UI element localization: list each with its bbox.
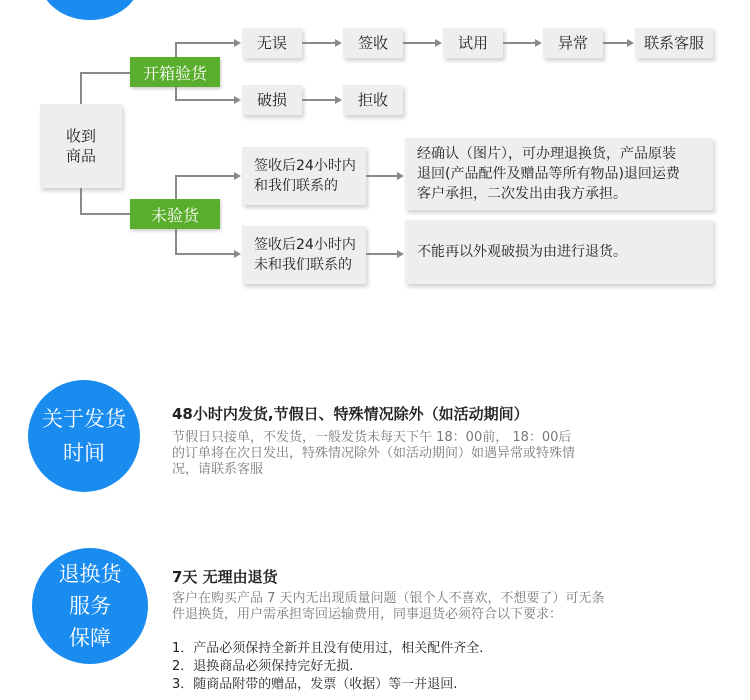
step-reject: 拒收 xyxy=(343,85,403,115)
badge-line: 退换货 xyxy=(58,562,122,586)
start-box-received: 收到 商品 xyxy=(40,104,122,188)
arrow xyxy=(234,250,241,258)
step-abnormal: 异常 xyxy=(543,28,603,58)
step-trial: 试用 xyxy=(443,28,503,58)
branch-no-inspect: 未验货 xyxy=(130,199,220,229)
badge-line: 保障 xyxy=(69,626,111,650)
arrow xyxy=(627,39,634,47)
return-service-badge xyxy=(32,548,148,664)
connector xyxy=(503,42,536,44)
result-no-return: 不能再以外观破损为由进行退货。 xyxy=(405,220,713,284)
connector xyxy=(366,175,398,177)
condition-within-24h: 签收后24小时内 和我们联系的 xyxy=(242,147,366,205)
connector xyxy=(302,42,336,44)
step-contact-service: 联系客服 xyxy=(635,28,713,58)
connector xyxy=(80,188,82,214)
connector xyxy=(366,253,398,255)
connector xyxy=(403,42,436,44)
branch-inspect: 开箱验货 xyxy=(130,57,220,87)
arrow xyxy=(535,39,542,47)
arrow xyxy=(397,250,404,258)
result-refundable: 经确认（图片），可办理退换货，产品原装 退回(产品配件及赠品等所有物品)退回运费 客户承担，二次发出由我方承担。 xyxy=(405,138,713,210)
connector xyxy=(175,42,235,44)
step-damaged: 破损 xyxy=(242,85,302,115)
connector xyxy=(80,72,130,74)
return-rule-item: 2．退换商品必须保持完好无损. xyxy=(172,659,354,674)
connector xyxy=(603,42,628,44)
connector xyxy=(80,213,130,215)
returns-title: 7天 无理由退货 xyxy=(172,568,278,586)
connector xyxy=(175,229,177,254)
shipping-description: 节假日只接单，不发货，一般发货未每天下午 18：00前， 18：00后 的订单将在次日发出，特殊情况除外（如活动期间）如遇异常或特殊情 况，请联系客服 xyxy=(172,430,576,477)
connector xyxy=(80,72,82,104)
top-decor-circle xyxy=(40,0,140,20)
connector xyxy=(175,99,235,101)
arrow xyxy=(335,39,342,47)
arrow xyxy=(234,39,241,47)
arrow xyxy=(234,172,241,180)
arrow xyxy=(397,172,404,180)
shipping-title: 48小时内发货,节假日、特殊情况除外（如活动期间） xyxy=(172,405,529,423)
badge-line: 时间 xyxy=(63,441,105,465)
return-rule-item: 3．随商品附带的赠品，发票（收据）等一并退回. xyxy=(172,677,458,692)
badge-line: 服务 xyxy=(69,594,111,618)
step-no-error: 无误 xyxy=(242,28,302,58)
shipping-time-badge xyxy=(28,380,140,492)
arrow xyxy=(435,39,442,47)
condition-after-24h: 签收后24小时内 未和我们联系的 xyxy=(242,226,366,284)
step-sign: 签收 xyxy=(343,28,403,58)
arrow xyxy=(335,96,342,104)
connector xyxy=(302,99,336,101)
connector xyxy=(175,175,177,199)
returns-description: 客户在购买产品 7 天内无出现质量问题（银个人不喜欢，不想要了）可无条 件退换货，用户需承担寄回运输费用，同事退货必须符合以下要求： xyxy=(172,591,605,622)
connector xyxy=(175,253,235,255)
return-rule-item: 1．产品必须保持全新并且没有使用过，相关配件齐全. xyxy=(172,641,484,656)
arrow xyxy=(234,96,241,104)
badge-line: 关于发货 xyxy=(42,407,126,431)
connector xyxy=(175,175,235,177)
connector xyxy=(175,42,177,57)
